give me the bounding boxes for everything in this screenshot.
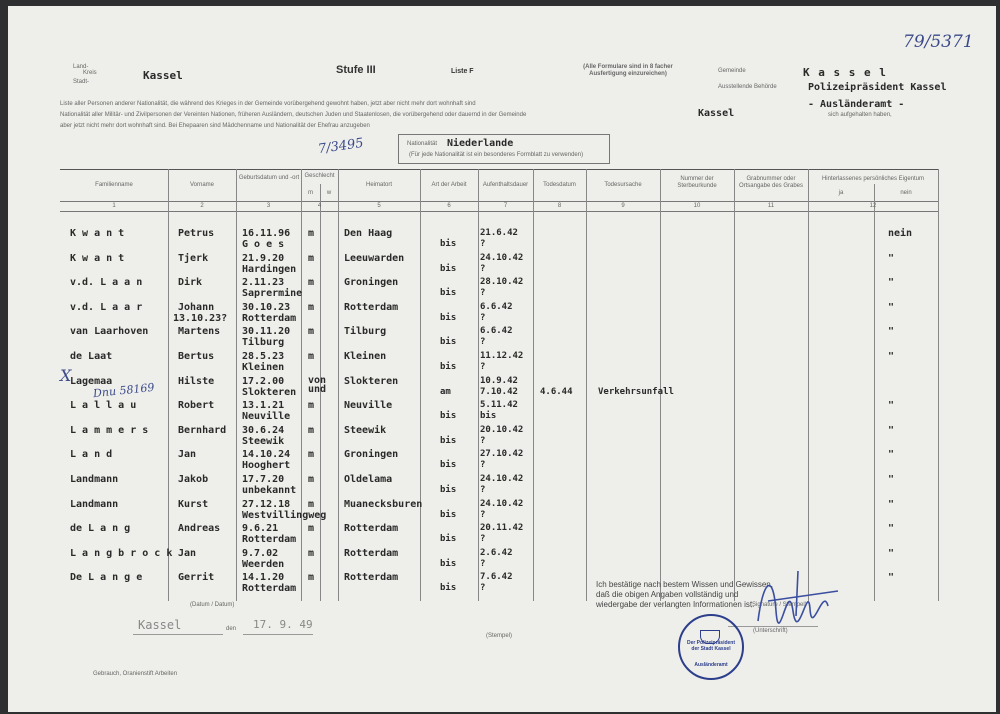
- row-bis: bis: [440, 288, 457, 298]
- handwritten-number: 7/3495: [317, 135, 365, 158]
- col-number: 10: [693, 203, 701, 209]
- row-vorname: Dirk: [178, 277, 203, 288]
- col-line: [236, 169, 237, 601]
- row-eigentum: ": [888, 351, 895, 362]
- col-line: [301, 169, 302, 601]
- row-vorname: Robert: [178, 400, 215, 411]
- intro-line-1: Liste aller Personen anderer Nationalität, die während des Krieges in der Gemeinde vorübergehend gewohnt haben, jetzt aber nicht mehr dort wohnhaft sind: [60, 101, 476, 107]
- row-bis: bis: [440, 583, 457, 593]
- row-eigentum: ": [888, 449, 895, 460]
- footer-date: 17. 9. 49: [253, 618, 313, 631]
- behoerde-value: Polizeipräsident Kassel: [808, 82, 947, 93]
- row-geburtsdatum: 14.10.24: [242, 449, 291, 460]
- nationality-value: Niederlande: [447, 138, 514, 149]
- row-bis: bis: [440, 485, 457, 495]
- row-geschlecht: m: [308, 228, 315, 239]
- row-geburtsort: Neuville: [242, 411, 291, 422]
- col-number: 11: [767, 203, 775, 209]
- row-geburtsdatum: 21.9.20: [242, 253, 285, 264]
- row-bis: bis: [440, 436, 457, 446]
- liste-label: Liste F: [451, 68, 474, 75]
- col-header-7: Aufenthaltsdauer: [482, 182, 529, 188]
- col-line: [420, 169, 421, 601]
- row-heimatort: Tilburg: [344, 326, 387, 337]
- row-vorname: Jan: [178, 548, 197, 559]
- row-aufenthalt: 28.10.42: [480, 277, 524, 287]
- row-eigentum: ": [888, 326, 895, 337]
- stamp-crest-icon: [700, 630, 720, 644]
- row-eigentum: nein: [888, 228, 913, 239]
- date-caption: (Datum / Datum): [190, 602, 235, 608]
- row-vorname: Jan: [178, 449, 197, 460]
- col-number: 2: [200, 203, 204, 209]
- row-vorname: Johann: [178, 302, 215, 313]
- col-number: 6: [447, 203, 451, 209]
- stadt-label: Stadt-: [73, 79, 90, 85]
- row-fragezeichen: bis: [480, 411, 497, 421]
- footer-den: den: [226, 626, 237, 632]
- col-header-12: Hinterlassenes persönliches Eigentum: [821, 176, 925, 182]
- row-vorname: Petrus: [178, 228, 215, 239]
- row-aufenthalt: 24.10.42: [480, 499, 524, 509]
- row-vorname: Kurst: [178, 499, 209, 510]
- land-label: Land-: [73, 64, 89, 70]
- col-header-5: Heimatort: [365, 182, 392, 188]
- row-geschlecht: m: [308, 400, 315, 411]
- row-geburtsdatum: 30.10.23: [242, 302, 291, 313]
- stamp-text: Der Polizeipräsident der Stadt Kassel: [686, 640, 736, 652]
- side-note: Dnu 58169: [92, 380, 155, 401]
- row-fragezeichen: ?: [480, 510, 486, 520]
- table-top-border: [60, 169, 938, 170]
- row-vorname: Martens: [178, 326, 221, 337]
- stempel-caption: (Stempel): [486, 633, 513, 639]
- row-heimatort: Steewik: [344, 425, 387, 436]
- col-header-4: Geschlecht: [304, 173, 335, 179]
- row-geburtsort: G o e s: [242, 239, 285, 250]
- row-aufenthalt: 2.6.42: [480, 548, 513, 558]
- row-familienname: Lagemaa: [70, 376, 113, 387]
- row-heimatort: Rotterdam: [344, 302, 399, 313]
- row-vorname: Tjerk: [178, 253, 209, 264]
- col-line: [808, 169, 809, 601]
- row-geburtsdatum: 17.2.00: [242, 376, 285, 387]
- row-bis: bis: [440, 460, 457, 470]
- row-fragezeichen: ?: [480, 485, 486, 495]
- col-line: [478, 169, 479, 601]
- col-number: 1: [112, 203, 116, 209]
- row-familienname: Landmann: [70, 474, 119, 485]
- row-geburtsort: Westvillingweg: [242, 510, 327, 521]
- row-eigentum: ": [888, 474, 895, 485]
- row-geburtsdatum: 9.7.02: [242, 548, 279, 559]
- col-header-4-w: w: [326, 190, 332, 196]
- col-header-8: Todesdatum: [543, 182, 576, 188]
- row-fragezeichen: ?: [480, 436, 486, 446]
- row-familienname: van Laarhoven: [70, 326, 149, 337]
- col-header-2: Vorname: [189, 182, 214, 188]
- row-fragezeichen: ?: [480, 264, 486, 274]
- intro-line-2: Nationalität aller Militär- und Zivilpersonen der Vereinten Nationen, früheren Ausländern, deutschen Juden und Staatenlosen, die vorübergehend oder dauernd in der Gemeinde: [60, 112, 527, 118]
- archive-number: 79/5371: [903, 32, 974, 52]
- col-line: [586, 169, 587, 601]
- intro-line-3: aber jetzt nicht mehr dort wohnhaft sind. Bei Ehepaaren sind Mädchenname und Nationalität der Ehefrau anzugeben: [60, 123, 370, 129]
- row-vorname: Hilste: [178, 376, 215, 387]
- row-fragezeichen: ?: [480, 362, 486, 372]
- row-geburtsort: Rotterdam: [242, 534, 297, 545]
- row-bis: bis: [440, 313, 457, 323]
- row-aufenthalt: 11.12.42: [480, 351, 524, 361]
- row-geburtsort: Hardingen: [242, 264, 297, 275]
- row-geschlecht: m: [308, 523, 315, 534]
- stufe-label: Stufe III: [336, 64, 376, 76]
- row-vorname: Andreas: [178, 523, 221, 534]
- row-geburtsort: Rotterdam: [242, 583, 297, 594]
- col-number: 4: [317, 203, 322, 209]
- col-header-9: Todesursache: [604, 182, 642, 188]
- col-line: [938, 169, 939, 601]
- row-heimatort: Slokteren: [344, 376, 399, 387]
- col-number: 8: [557, 203, 562, 209]
- row-eigentum: ": [888, 425, 895, 436]
- col-number: 3: [266, 203, 271, 209]
- row-geburtsort: Tilburg: [242, 337, 285, 348]
- row-vorname: Bertus: [178, 351, 215, 362]
- row-geschlecht: m: [308, 302, 315, 313]
- col-line: [660, 169, 661, 601]
- row-aufenthalt: 5.11.42: [480, 400, 518, 410]
- row-familienname: v.d. L a a n: [70, 277, 143, 288]
- row-aufenthalt-2: 7.10.42: [480, 387, 518, 397]
- row-vorname: Gerrit: [178, 572, 215, 583]
- row-geschlecht: m: [308, 548, 315, 559]
- row-aufenthalt: 20.11.42: [480, 523, 524, 533]
- row-bis: bis: [440, 559, 457, 569]
- row-familienname: L a n g b r o c k: [70, 548, 173, 559]
- row-geschlecht: m: [308, 326, 315, 337]
- nationality-label: Nationalität: [407, 141, 438, 147]
- row-geburtsdatum: 30.11.20: [242, 326, 291, 337]
- document-page: [8, 6, 996, 712]
- row-eigentum: ": [888, 253, 895, 264]
- row-geburtsort: Weerden: [242, 559, 285, 570]
- row-familienname: L a l l a u: [70, 400, 137, 411]
- signature-scribble: [748, 561, 848, 631]
- gemeinde-value: K a s s e l: [803, 66, 887, 79]
- col-header-10: Nummer der Sterbeurkunde: [677, 176, 717, 189]
- intro-line-2-end: sich aufgehalten haben,: [828, 112, 892, 118]
- row-bis: bis: [440, 264, 457, 274]
- row-bis: bis: [440, 534, 457, 544]
- row-geschlecht: m: [308, 253, 315, 264]
- col-line: [874, 184, 875, 601]
- row-geburtsdatum: 9.6.21: [242, 523, 279, 534]
- row-vorname: Jakob: [178, 474, 209, 485]
- col-header-4-m: m: [308, 190, 313, 196]
- col-number: 9: [621, 203, 625, 209]
- row-fragezeichen: ?: [480, 288, 486, 298]
- x-mark: X: [60, 366, 72, 385]
- behoerde-label: Ausstellende Behörde: [718, 84, 777, 90]
- row-heimatort: Groningen: [344, 277, 399, 288]
- row-eigentum: ": [888, 572, 895, 583]
- row-geburtsdatum: 28.5.23: [242, 351, 285, 362]
- row-heimatort: Neuville: [344, 400, 393, 411]
- kreis-label: Kreis: [83, 70, 97, 76]
- row-geburtsdatum: 14.1.20: [242, 572, 285, 583]
- row-heimatort: Den Haag: [344, 228, 393, 239]
- col-number: 12: [869, 203, 877, 209]
- form-note-top: (Alle Formulare sind in 8 facher Ausfertigung einzureichen): [583, 64, 673, 77]
- row-geburtsort: Steewik: [242, 436, 285, 447]
- row-aufenthalt: 6.6.42: [480, 302, 513, 312]
- row-bis: bis: [440, 411, 457, 421]
- col-header-11: Grabnummer oder Ortsangabe des Grabes: [738, 176, 804, 189]
- row-geburtsdatum: 27.12.18: [242, 499, 291, 510]
- row-aufenthalt: 20.10.42: [480, 425, 524, 435]
- row-aufenthalt: 21.6.42: [480, 228, 518, 238]
- row-geburtsdatum: 2.11.23: [242, 277, 285, 288]
- row-heimatort: Groningen: [344, 449, 399, 460]
- col-header-12-ja: ja: [838, 190, 844, 196]
- place-line: [133, 634, 223, 635]
- row-aufenthalt: 6.6.42: [480, 326, 513, 336]
- row-eigentum: ": [888, 523, 895, 534]
- row-geburtsdatum: 13.1.21: [242, 400, 285, 411]
- kreis-value: Kassel: [143, 69, 183, 82]
- signature-caption: (Signature / Stempel): [750, 602, 807, 608]
- row-fragezeichen: ?: [480, 239, 486, 249]
- col-header-3: Geburtsdatum und -ort: [238, 175, 300, 181]
- row-eigentum: ": [888, 277, 895, 288]
- row-geburtsdatum: 17.7.20: [242, 474, 285, 485]
- row-bis: bis: [440, 362, 457, 372]
- gemeinde-label: Gemeinde: [718, 68, 746, 74]
- row-geschlecht: m: [308, 572, 315, 583]
- row-familienname: de Laat: [70, 351, 113, 362]
- row-geschlecht: m: [308, 499, 315, 510]
- row-familienname: L a m m e r s: [70, 425, 149, 436]
- row-geschlecht: m: [308, 351, 315, 362]
- row-bis: am: [440, 387, 451, 397]
- row-geschlecht: von und: [308, 375, 327, 395]
- signature-line: [728, 626, 818, 627]
- unterschrift-caption: (Unterschrift): [753, 628, 788, 634]
- col-header-1: Familienname: [95, 182, 133, 188]
- row-vorname-alt: 13.10.23?: [173, 313, 228, 324]
- row-fragezeichen: ?: [480, 337, 486, 347]
- row-fragezeichen: ?: [480, 534, 486, 544]
- nationality-note: (Für jede Nationalität ist ein besonderes Formblatt zu verwenden): [409, 152, 584, 158]
- amt-value: - Ausländeramt -: [808, 99, 905, 110]
- row-eigentum: ": [888, 548, 895, 559]
- row-heimatort: Kleinen: [344, 351, 387, 362]
- row-geburtsort: unbekannt: [242, 485, 297, 496]
- row-familienname: K w a n t: [70, 253, 125, 264]
- row-eigentum: ": [888, 302, 895, 313]
- row-heimatort: Muanecksburen: [344, 499, 423, 510]
- row-fragezeichen: ?: [480, 583, 486, 593]
- row-geburtsort: Rotterdam: [242, 313, 297, 324]
- row-heimatort: Rotterdam: [344, 523, 399, 534]
- row-todesursache: Verkehrsunfall: [598, 387, 674, 397]
- footer-place: Kassel: [138, 618, 182, 632]
- row-familienname: K w a n t: [70, 228, 125, 239]
- col-line: [338, 169, 339, 601]
- form-footer-note: Gebrauch, Oranienstift Arbeiten: [93, 671, 178, 677]
- certify-text: Ich bestätige nach bestem Wissen und Gewissen, daß die obigen Angaben vollständig und wiedergabe der verlangten Informationen ist.: [596, 580, 773, 609]
- row-familienname: v.d. L a a r: [70, 302, 143, 313]
- row-fragezeichen: ?: [480, 313, 486, 323]
- row-geburtsdatum: 16.11.96: [242, 228, 291, 239]
- row-heimatort: Rotterdam: [344, 572, 399, 583]
- row-bis: bis: [440, 337, 457, 347]
- row-todesdatum: 4.6.44: [540, 387, 573, 397]
- row-aufenthalt: 27.10.42: [480, 449, 524, 459]
- col-line: [168, 169, 169, 601]
- nationality-box: [398, 134, 610, 164]
- land-kreis-stadt-labels: [73, 63, 97, 87]
- row-familienname: Landmann: [70, 499, 119, 510]
- row-aufenthalt: 7.6.42: [480, 572, 513, 582]
- row-aufenthalt: 10.9.42: [480, 376, 518, 386]
- row-geburtsort: Kleinen: [242, 362, 285, 373]
- row-eigentum: ": [888, 400, 895, 411]
- row-aufenthalt: 24.10.42: [480, 253, 524, 263]
- row-geschlecht: m: [308, 425, 315, 436]
- row-bis: bis: [440, 510, 457, 520]
- row-familienname: de L a n g: [70, 523, 131, 534]
- stamp-sub: Ausländeramt: [694, 662, 728, 668]
- row-aufenthalt: 24.10.42: [480, 474, 524, 484]
- col-line: [533, 169, 534, 601]
- row-heimatort: Rotterdam: [344, 548, 399, 559]
- col-header-12-nein: nein: [900, 190, 912, 196]
- row-geburtsort: Saprermine: [242, 288, 303, 299]
- row-eigentum: ": [888, 499, 895, 510]
- row-fragezeichen: ?: [480, 559, 486, 569]
- row-geburtsort: Slokteren: [242, 387, 297, 398]
- date-line: [243, 634, 313, 635]
- official-stamp: [678, 614, 744, 680]
- col-number: 5: [377, 203, 381, 209]
- row-familienname: De L a n g e: [70, 572, 143, 583]
- row-geburtsort: Hooghert: [242, 460, 291, 471]
- row-bis: bis: [440, 239, 457, 249]
- number-divider: [60, 211, 938, 212]
- row-vorname: Bernhard: [178, 425, 227, 436]
- row-heimatort: Leeuwarden: [344, 253, 405, 264]
- col-line: [734, 169, 735, 601]
- header-divider: [60, 201, 938, 202]
- row-geschlecht: m: [308, 277, 315, 288]
- intro-line-2-city: Kassel: [698, 108, 735, 119]
- row-familienname: L a n d: [70, 449, 113, 460]
- row-geburtsdatum: 30.6.24: [242, 425, 285, 436]
- row-geschlecht: m: [308, 449, 315, 460]
- row-heimatort: Oldelama: [344, 474, 393, 485]
- col-header-6: Art der Arbeit: [431, 182, 467, 188]
- row-geschlecht: m: [308, 474, 315, 485]
- row-fragezeichen: ?: [480, 460, 486, 470]
- col-number: 7: [503, 203, 508, 209]
